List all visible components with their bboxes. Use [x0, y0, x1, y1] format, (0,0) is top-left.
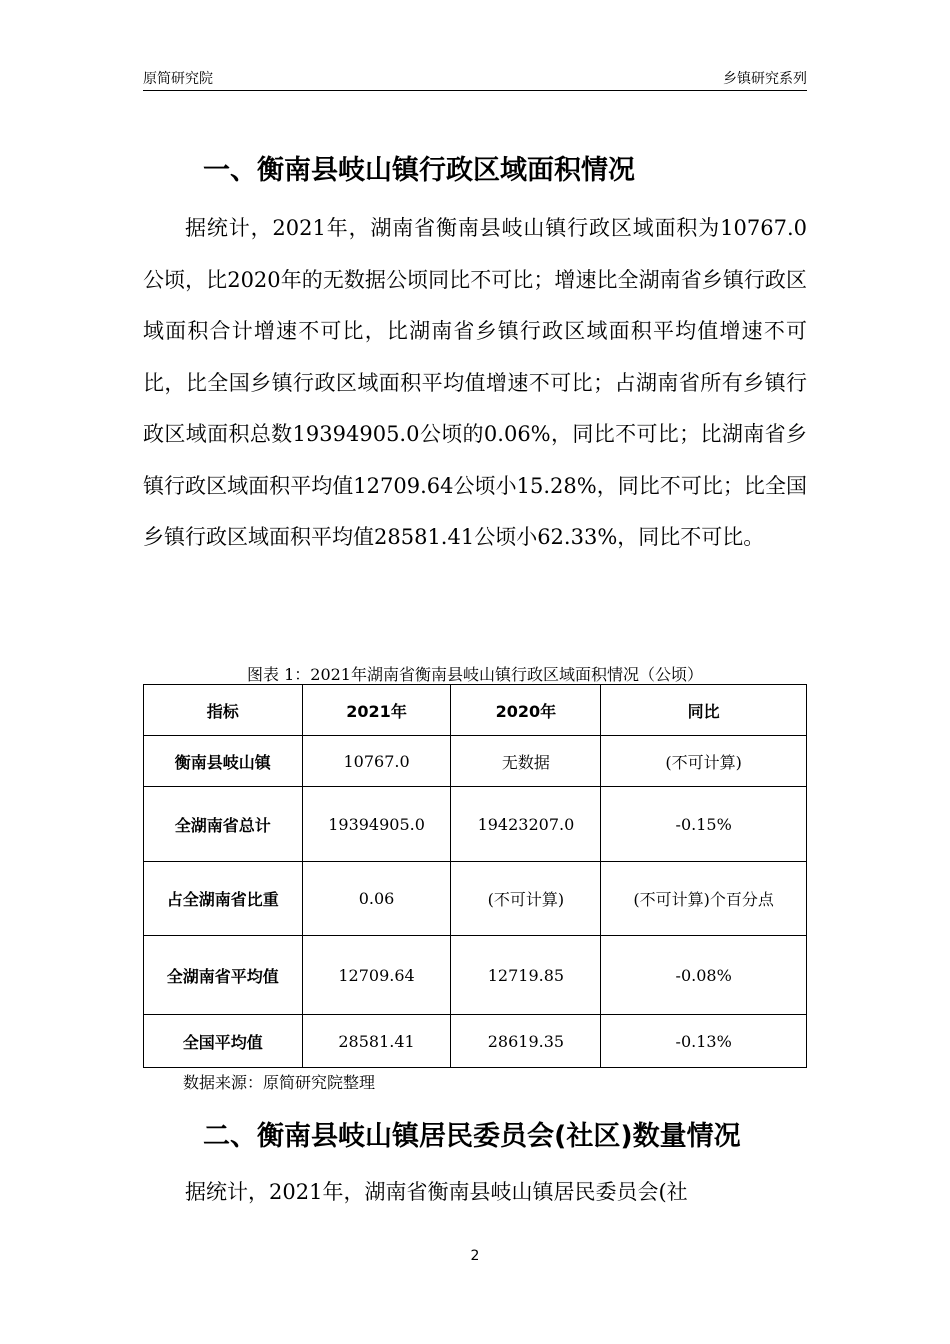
col-header-2020: 2020年 [451, 685, 601, 736]
table-caption: 图表 1：2021年湖南省衡南县岐山镇行政区域面积情况（公顷） [247, 665, 703, 684]
header-series: 乡镇研究系列 [723, 71, 807, 87]
cell-2021: 0.06 [302, 862, 451, 936]
row-label: 全湖南省总计 [144, 787, 303, 862]
cell-2021: 10767.0 [302, 736, 451, 787]
page-header [143, 66, 807, 91]
col-header-yoy: 同比 [601, 685, 807, 736]
table-source-note: 数据来源：原简研究院整理 [183, 1073, 376, 1092]
row-label: 占全湖南省比重 [144, 862, 303, 936]
section2-heading: 二、衡南县岐山镇居民委员会(社区)数量情况 [203, 1121, 741, 1152]
area-table [143, 684, 807, 1068]
cell-yoy: -0.15% [601, 787, 807, 862]
cell-2021: 12709.64 [302, 936, 451, 1015]
cell-yoy: (不可计算)个百分点 [601, 862, 807, 936]
row-label: 衡南县岐山镇 [144, 736, 303, 787]
table-row [144, 787, 807, 862]
page-number: 2 [470, 1248, 480, 1264]
cell-yoy: -0.08% [601, 936, 807, 1015]
col-header-indicator: 指标 [144, 685, 303, 736]
section1-body [143, 203, 807, 564]
cell-2021: 19394905.0 [302, 787, 451, 862]
row-label: 全湖南省平均值 [144, 936, 303, 1015]
cell-2020: 19423207.0 [451, 787, 601, 862]
col-header-2021: 2021年 [302, 685, 451, 736]
section1-heading: 一、衡南县岐山镇行政区域面积情况 [203, 155, 635, 186]
cell-2020: 无数据 [451, 736, 601, 787]
table-row [144, 936, 807, 1015]
section1-paragraph: 据统计，2021年，湖南省衡南县岐山镇行政区域面积为10767.0公顷，比2020年的无数据公顷同比不可比；增速比全湖南省乡镇行政区域面积合计增速不可比，比湖南省乡镇行政区域面积平均值增速不可比，比全国乡镇行政区域面积平均值增速不可比；占湖南省所有乡镇行政区域面积总数19394905.0公顷的0.06%，同比不可比；比湖南省乡镇行政区域面积平均值12709.64公顷小15.28%，同比不可比；比全国乡镇行政区域面积平均值28581.41公顷小62.33%，同比不可比。 [143, 216, 807, 549]
cell-yoy: -0.13% [601, 1015, 807, 1068]
cell-2020: 12719.85 [451, 936, 601, 1015]
cell-2021: 28581.41 [302, 1015, 451, 1068]
table-header-row [144, 685, 807, 736]
cell-2020: (不可计算) [451, 862, 601, 936]
cell-2020: 28619.35 [451, 1015, 601, 1068]
cell-yoy: (不可计算) [601, 736, 807, 787]
section2-paragraph: 据统计，2021年，湖南省衡南县岐山镇居民委员会(社 [185, 1180, 688, 1204]
table-row [144, 1015, 807, 1068]
row-label: 全国平均值 [144, 1015, 303, 1068]
table-row [144, 736, 807, 787]
section2-body [143, 1167, 823, 1219]
header-publisher: 原简研究院 [143, 71, 213, 87]
table-row [144, 862, 807, 936]
